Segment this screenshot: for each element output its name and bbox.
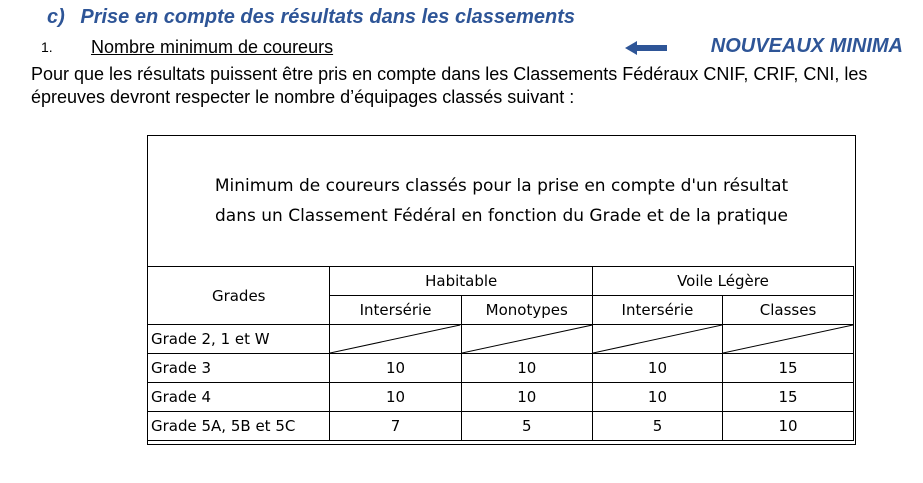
table-row (148, 325, 854, 354)
grade-cell: Grade 5A, 5B et 5C (148, 412, 330, 441)
value-cell: 15 (723, 383, 854, 412)
value-cell: 15 (723, 354, 854, 383)
sub-header-voile-interserie: Intersérie (592, 296, 722, 325)
sub-header-monotypes: Monotypes (461, 296, 592, 325)
table-row (148, 354, 854, 383)
value-cell: 10 (461, 383, 592, 412)
value-cell: 10 (592, 383, 722, 412)
table-header-row-1 (148, 267, 854, 296)
not-applicable-cell (592, 325, 722, 354)
grade-cell: Grade 2, 1 et W (148, 325, 330, 354)
voile-legere-header: Voile Légère (592, 267, 853, 296)
item-number: 1. (41, 39, 53, 55)
item-title: Nombre minimum de coureurs (91, 37, 334, 57)
intro-paragraph: Pour que les résultats puissent être pris en compte dans les Classements Fédéraux CNIF, CRIF, CNI, les épreuves devront respecter le nombre d’équipages classés suivant : (31, 64, 868, 107)
habitable-header: Habitable (330, 267, 592, 296)
section-heading (47, 6, 575, 29)
table-row (148, 383, 854, 412)
value-cell: 10 (461, 354, 592, 383)
value-cell: 10 (330, 354, 461, 383)
value-cell: 7 (330, 412, 461, 441)
not-applicable-cell (461, 325, 592, 354)
value-cell: 5 (592, 412, 722, 441)
value-cell: 10 (592, 354, 722, 383)
not-applicable-cell (330, 325, 461, 354)
section-letter: c) (47, 6, 65, 28)
minimum-table-box (147, 135, 856, 445)
value-cell: 5 (461, 412, 592, 441)
grade-cell: Grade 4 (148, 383, 330, 412)
sub-header-habitable-interserie: Intersérie (330, 296, 461, 325)
left-arrow-icon (625, 41, 667, 55)
not-applicable-cell (723, 325, 854, 354)
value-cell: 10 (330, 383, 461, 412)
item-line (41, 35, 903, 59)
grades-header: Grades (148, 267, 330, 325)
section-title: Prise en compte des résultats dans les classements (80, 6, 576, 28)
table-row (148, 412, 854, 441)
value-cell: 10 (723, 412, 854, 441)
grade-cell: Grade 3 (148, 354, 330, 383)
new-minima-label: NOUVEAUX MINIMA (710, 35, 903, 57)
sub-header-classes: Classes (723, 296, 854, 325)
table-caption (148, 136, 855, 266)
minimum-table (147, 266, 854, 441)
table-caption-line-1: Minimum de coureurs classés pour la prise en compte d'un résultat (214, 176, 789, 196)
table-caption-line-2: dans un Classement Fédéral en fonction du Grade et de la pratique (215, 206, 788, 226)
